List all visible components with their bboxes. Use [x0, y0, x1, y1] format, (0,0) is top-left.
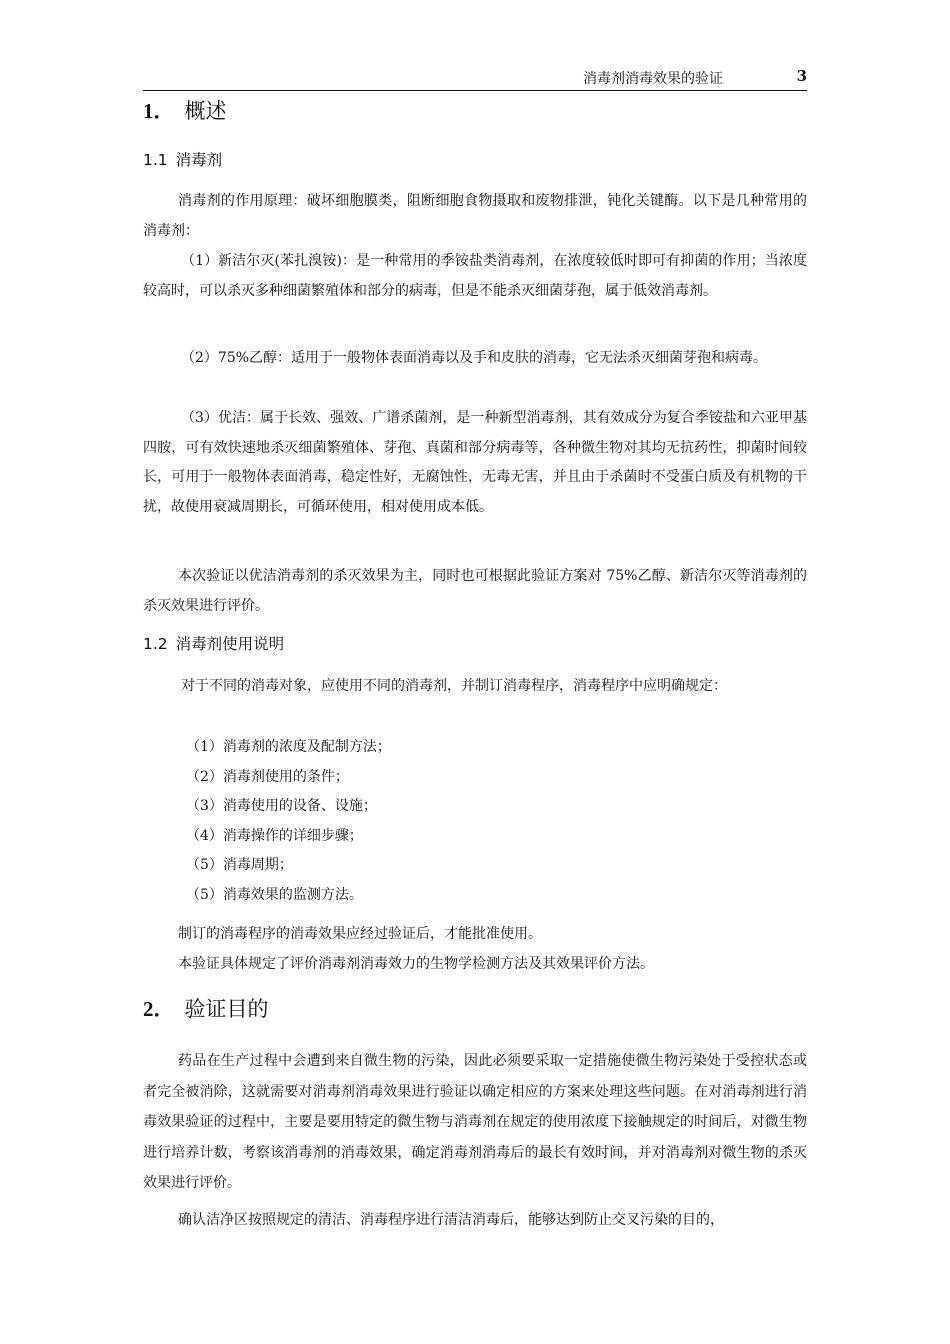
list-item: （3）消毒使用的设备、设施； [186, 798, 377, 814]
subsection-1-2-number: 1.2 [143, 635, 168, 653]
header-title: 消毒剂消毒效果的验证 [583, 71, 723, 87]
requirements-list [143, 733, 807, 910]
section-2-heading [143, 995, 807, 1023]
approval-note: 制订的消毒程序的消毒效果应经过验证后，才能批准使用。 [178, 926, 542, 942]
validation-scope-paragraph: 本次验证以优洁消毒剂的杀灭效果为主，同时也可根据此验证方案对 75%乙醇、新洁尔灭等消毒剂的杀灭效果进行评价。 [143, 568, 807, 614]
subsection-1-1-number: 1.1 [143, 151, 168, 169]
usage-intro-paragraph: 对于不同的消毒对象，应使用不同的消毒剂，并制订消毒程序，消毒程序中应明确规定： [181, 678, 727, 694]
section-1-title: 概述 [184, 99, 227, 123]
page-number: 3 [796, 67, 807, 85]
agent-paragraph-3: （3）优洁：属于长效、强效、广谱杀菌剂，是一种新型消毒剂，其有效成分为复合季铵盐和六亚甲基四胺，可有效快速地杀灭细菌繁殖体、芽孢、真菌和部分病毒等，各种微生物对其均无抗药性，抑菌时间较长，可用于一般物体表面消毒，稳定性好，无腐蚀性，无毒无害，并且由于杀菌时不受蛋白质及有机物的干扰，故使用衰减周期长，可循环使用，相对使用成本低。 [143, 410, 807, 515]
section-2-title: 验证目的 [184, 997, 269, 1021]
section-1-number: 1． [143, 99, 175, 123]
subsection-1-2-title: 消毒剂使用说明 [175, 635, 285, 653]
list-item: （2）消毒剂使用的条件； [186, 768, 349, 785]
list-item: （1）消毒剂的浓度及配制方法； [186, 739, 391, 755]
section-1-heading [143, 97, 807, 125]
agent-paragraph-1: （1）新洁尔灭(苯扎溴铵)：是一种常用的季铵盐类消毒剂，在浓度较低时即可有抑菌的作用；当浓度较高时，可以杀灭多种细菌繁殖体和部分的病毒，但是不能杀灭细菌芽孢，属于低效消毒剂。 [143, 253, 807, 299]
purpose-paragraph-2: 确认洁净区按照规定的清洁、消毒程序进行清洁消毒后，能够达到防止交叉污染的目的， [178, 1212, 724, 1228]
subsection-1-2-heading [143, 633, 807, 655]
subsection-1-1-title: 消毒剂 [175, 151, 223, 169]
section-2-number: 2． [143, 997, 175, 1021]
disinfectant-intro-paragraph: 消毒剂的作用原理：破坏细胞膜类，阻断细胞食物摄取和废物排泄，钝化关键酶。以下是几种常用的消毒剂： [143, 193, 807, 239]
method-note: 本验证具体规定了评价消毒剂消毒效力的生物学检测方法及其效果评价方法。 [178, 956, 654, 972]
list-item: （5）消毒周期； [186, 857, 293, 873]
agent-paragraph-2: （2）75%乙醇：适用于一般物体表面消毒以及手和皮肤的消毒，它无法杀灭细菌芽孢和病毒。 [181, 350, 768, 366]
list-item: （4）消毒操作的详细步骤； [186, 827, 363, 844]
list-item: （5）消毒效果的监测方法。 [186, 886, 363, 903]
purpose-paragraph-1: 药品在生产过程中会遭到来自微生物的污染，因此必须要采取一定措施使微生物污染处于受控状态或者完全被消除，这就需要对消毒剂消毒效果进行验证以确定相应的方案来处理这些问题。在对消毒剂进行消毒效果验证的过程中，主要是要用特定的微生物与消毒剂在规定的使用浓度下接触规定的时间后，对微生物进行培养计数，考察该消毒剂的消毒效果，确定消毒剂消毒后的最长有效时间，并对消毒剂对微生物的杀灭效果进行评价。 [143, 1053, 807, 1191]
subsection-1-1-heading [143, 149, 807, 171]
page-header [143, 66, 807, 91]
